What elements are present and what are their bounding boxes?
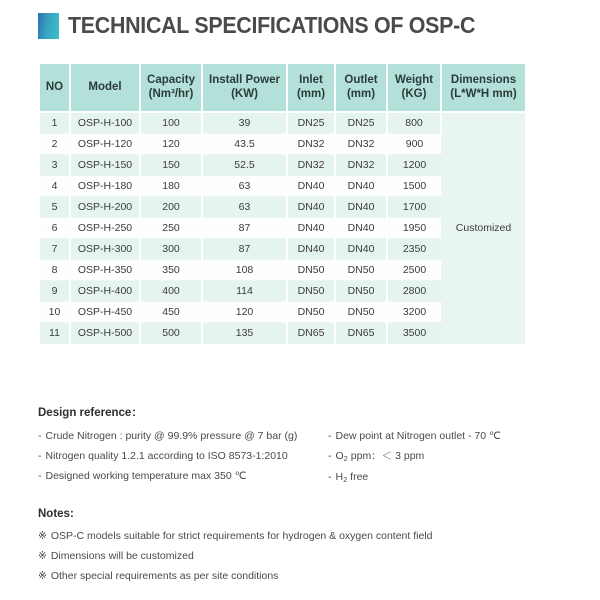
design-reference-item-text: $H_2$ free [335, 471, 369, 484]
cell-capacity: 100 [140, 112, 202, 134]
cell-no: 3 [40, 154, 70, 175]
design-reference-item-text: Crude Nitrogen : purity @ 99.9% pressure @ 7 bar (g) [45, 430, 298, 442]
cell-model: OSP-H-500 [70, 322, 140, 343]
cell-inlet: DN50 [287, 280, 335, 301]
column-header-capacity-line1: Capacity [147, 74, 195, 86]
list-bullet: - [328, 450, 332, 462]
design-reference-heading: Design reference： [38, 407, 143, 419]
column-header-outlet-line2: (mm) [346, 88, 376, 101]
cell-model: OSP-H-350 [70, 259, 140, 280]
cell-weight: 900 [387, 133, 441, 154]
cell-capacity: 200 [140, 196, 202, 217]
design-reference-item [38, 466, 328, 486]
notes-heading: Notes: [38, 508, 74, 520]
cell-capacity: 250 [140, 217, 202, 238]
note-item [38, 566, 578, 586]
table-row [40, 112, 525, 134]
specifications-table-wrapper [40, 64, 525, 344]
cell-model: OSP-H-120 [70, 133, 140, 154]
note-item [38, 546, 578, 566]
notes-section [38, 508, 578, 586]
column-header-weight [387, 64, 441, 112]
design-reference-item [38, 446, 328, 466]
cell-outlet: DN50 [335, 280, 387, 301]
cell-weight: 2350 [387, 238, 441, 259]
cell-install-power: 63 [202, 175, 287, 196]
column-header-capacity-line2: (Nm³/hr) [148, 88, 194, 101]
cell-model: OSP-H-150 [70, 154, 140, 175]
cell-outlet: DN50 [335, 259, 387, 280]
cell-inlet: DN40 [287, 175, 335, 196]
column-header-weight-line2: (KG) [401, 88, 427, 101]
note-bullet-icon: ※ [38, 570, 47, 582]
title-marker-icon [38, 13, 59, 39]
cell-weight: 2500 [387, 259, 441, 280]
cell-outlet: DN40 [335, 196, 387, 217]
cell-install-power: 87 [202, 217, 287, 238]
cell-model: OSP-H-300 [70, 238, 140, 259]
cell-model: OSP-H-180 [70, 175, 140, 196]
cell-capacity: 500 [140, 322, 202, 343]
design-reference-item-text: Dew point at Nitrogen outlet - 70 ℃ [335, 430, 501, 442]
cell-weight: 3500 [387, 322, 441, 343]
cell-weight: 2800 [387, 280, 441, 301]
cell-inlet: DN65 [287, 322, 335, 343]
cell-outlet: DN32 [335, 154, 387, 175]
cell-no: 9 [40, 280, 70, 301]
cell-outlet: DN25 [335, 112, 387, 134]
cell-weight: 800 [387, 112, 441, 134]
list-bullet: - [38, 450, 42, 462]
design-reference-item [38, 426, 328, 446]
column-header-install-power-line2: (KW) [231, 88, 258, 101]
cell-inlet: DN40 [287, 196, 335, 217]
cell-dimensions-merged: Customized [441, 112, 525, 344]
cell-no: 1 [40, 112, 70, 134]
cell-outlet: DN40 [335, 175, 387, 196]
cell-install-power: 135 [202, 322, 287, 343]
cell-model: OSP-H-100 [70, 112, 140, 134]
note-item-text: OSP-C models suitable for strict requirements for hydrogen & oxygen content field [50, 530, 433, 542]
design-reference-item [328, 467, 578, 488]
page-title [38, 12, 506, 39]
cell-weight: 1950 [387, 217, 441, 238]
cell-model: OSP-H-200 [70, 196, 140, 217]
column-header-dimensions [441, 64, 525, 112]
design-reference-item-text: $O_2$ ppm：＜ 3 ppm [335, 450, 425, 463]
cell-model: OSP-H-400 [70, 280, 140, 301]
cell-model: OSP-H-450 [70, 301, 140, 322]
column-header-install-power-line1: Install Power [209, 74, 280, 86]
cell-outlet: DN50 [335, 301, 387, 322]
cell-inlet: DN50 [287, 301, 335, 322]
design-reference-right-column [328, 426, 578, 488]
cell-inlet: DN32 [287, 154, 335, 175]
column-header-dimensions-line2: (L*W*H mm) [450, 88, 517, 101]
cell-capacity: 120 [140, 133, 202, 154]
cell-inlet: DN25 [287, 112, 335, 134]
column-header-no-line1: NO [45, 81, 64, 94]
list-bullet: - [328, 430, 332, 442]
cell-outlet: DN40 [335, 238, 387, 259]
column-header-dimensions-line1: Dimensions [450, 74, 517, 86]
note-item-text: Dimensions will be customized [50, 550, 194, 562]
cell-outlet: DN40 [335, 217, 387, 238]
cell-no: 6 [40, 217, 70, 238]
cell-no: 11 [40, 322, 70, 343]
list-bullet: - [328, 471, 332, 483]
page-title-text: TECHNICAL SPECIFICATIONS OF OSP-C [68, 12, 476, 38]
cell-capacity: 450 [140, 301, 202, 322]
cell-outlet: DN32 [335, 133, 387, 154]
column-header-inlet [287, 64, 335, 112]
table-body [40, 112, 525, 344]
cell-no: 8 [40, 259, 70, 280]
column-header-inlet-line1: Inlet [299, 74, 323, 86]
column-header-capacity [140, 64, 202, 112]
cell-inlet: DN50 [287, 259, 335, 280]
column-header-install-power [202, 64, 287, 112]
note-bullet-icon: ※ [38, 550, 47, 562]
note-bullet-icon: ※ [38, 530, 47, 542]
column-header-model [70, 64, 140, 112]
cell-capacity: 400 [140, 280, 202, 301]
table-header-row [40, 64, 525, 112]
cell-install-power: 87 [202, 238, 287, 259]
design-reference-item [328, 426, 578, 446]
cell-model: OSP-H-250 [70, 217, 140, 238]
column-header-inlet-line2: (mm) [296, 88, 326, 101]
cell-no: 2 [40, 133, 70, 154]
cell-install-power: 43.5 [202, 133, 287, 154]
cell-weight: 1200 [387, 154, 441, 175]
cell-weight: 1500 [387, 175, 441, 196]
cell-capacity: 300 [140, 238, 202, 259]
cell-install-power: 63 [202, 196, 287, 217]
cell-weight: 3200 [387, 301, 441, 322]
cell-capacity: 180 [140, 175, 202, 196]
cell-install-power: 114 [202, 280, 287, 301]
design-reference-item-text: Designed working temperature max 350 ℃ [45, 470, 247, 482]
notes-list [38, 526, 578, 586]
cell-no: 4 [40, 175, 70, 196]
cell-capacity: 150 [140, 154, 202, 175]
cell-inlet: DN40 [287, 217, 335, 238]
cell-install-power: 120 [202, 301, 287, 322]
design-reference-section [38, 404, 578, 488]
design-reference-item-text: Nitrogen quality 1.2.1 according to ISO 8573-1:2010 [45, 450, 288, 462]
cell-inlet: DN32 [287, 133, 335, 154]
column-header-outlet-line1: Outlet [344, 74, 378, 86]
cell-no: 10 [40, 301, 70, 322]
list-bullet: - [38, 470, 42, 482]
cell-inlet: DN40 [287, 238, 335, 259]
column-header-weight-line1: Weight [394, 74, 434, 86]
column-header-outlet [335, 64, 387, 112]
specifications-table [40, 64, 525, 344]
list-bullet: - [38, 430, 42, 442]
note-item [38, 526, 578, 546]
column-header-model-line1: Model [88, 81, 122, 94]
cell-install-power: 39 [202, 112, 287, 134]
cell-install-power: 52.5 [202, 154, 287, 175]
cell-weight: 1700 [387, 196, 441, 217]
cell-no: 5 [40, 196, 70, 217]
cell-no: 7 [40, 238, 70, 259]
cell-capacity: 350 [140, 259, 202, 280]
column-header-no [40, 64, 70, 112]
cell-outlet: DN65 [335, 322, 387, 343]
design-reference-left-column [38, 426, 328, 488]
table-head [40, 64, 525, 112]
note-item-text: Other special requirements as per site conditions [50, 570, 279, 582]
cell-install-power: 108 [202, 259, 287, 280]
design-reference-item [328, 446, 578, 467]
